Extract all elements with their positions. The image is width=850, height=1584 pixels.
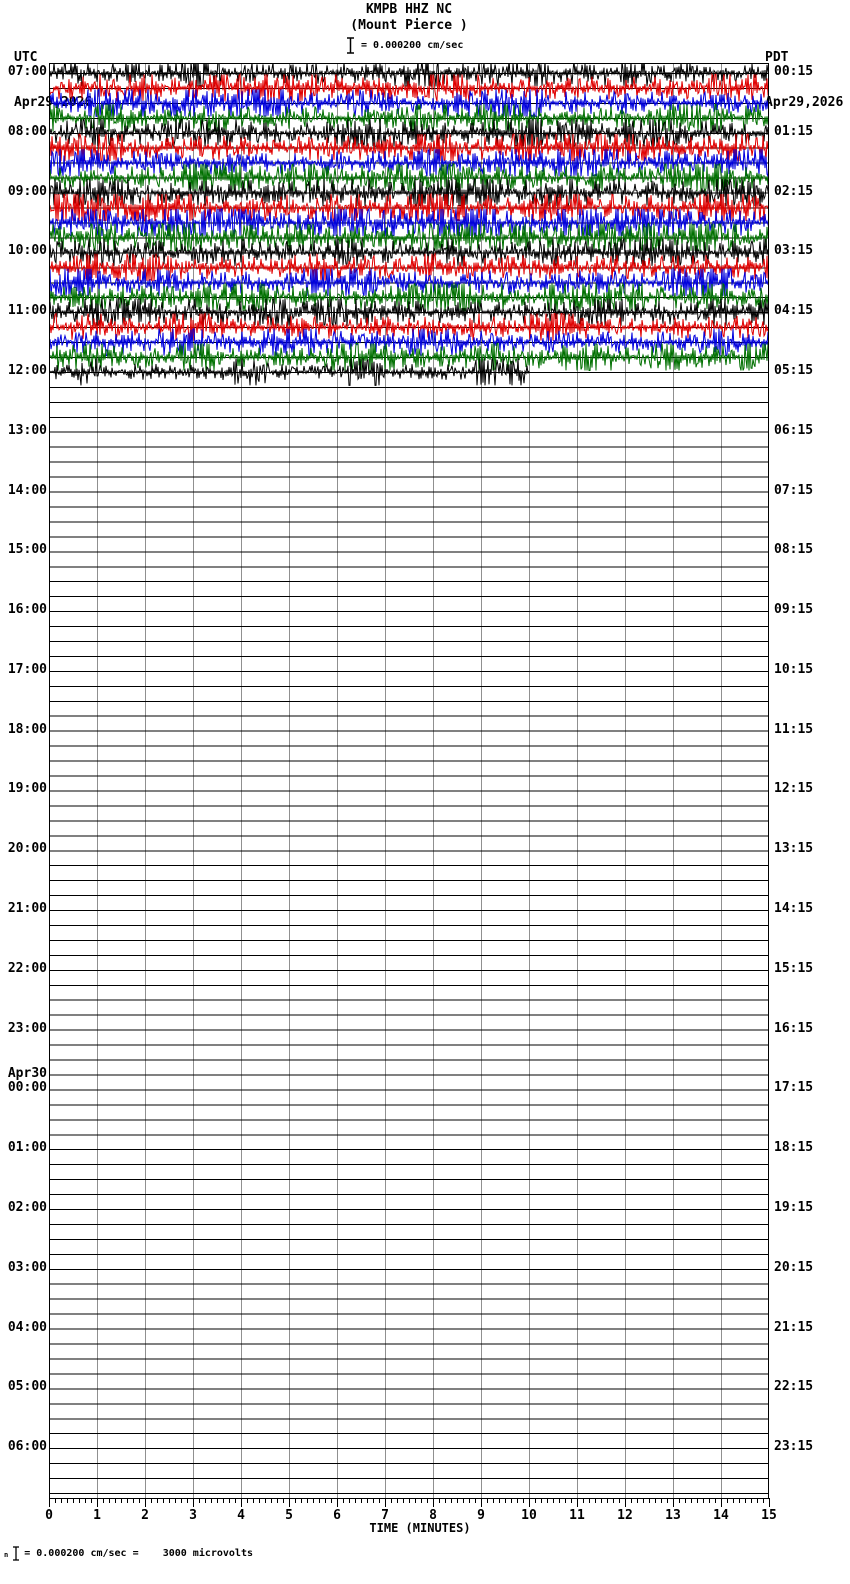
- seismogram-trace-row-5: [49, 134, 769, 161]
- seismogram-trace-row-0: [49, 63, 769, 87]
- pdt-hour-label-04:15: 04:15: [774, 303, 814, 319]
- pdt-hour-label-13:15: 13:15: [774, 841, 814, 857]
- x-axis-tick-label-6: 6: [333, 1508, 341, 1523]
- x-axis-tick-label-13: 13: [665, 1508, 681, 1523]
- utc-zone-label: UTC: [14, 50, 38, 65]
- utc-hour-label-22:00: 22:00: [7, 960, 47, 976]
- x-axis-tick-label-3: 3: [189, 1508, 197, 1523]
- pdt-hour-label-10:15: 10:15: [774, 661, 814, 677]
- station-title: KMPB HHZ NC: [365, 2, 453, 17]
- utc-hour-label-13:00: 13:00: [7, 422, 47, 438]
- pdt-hour-label-08:15: 08:15: [774, 542, 814, 558]
- pdt-hour-label-02:15: 02:15: [774, 183, 814, 199]
- x-axis-tick-label-12: 12: [617, 1508, 633, 1523]
- utc-hour-label-00:00: 00:00: [7, 1080, 47, 1096]
- utc-hour-label-10:00: 10:00: [7, 243, 47, 259]
- pdt-hour-label-20:15: 20:15: [774, 1259, 814, 1275]
- seismogram-trace-row-17: [49, 314, 769, 341]
- utc-hour-label-07:00: 07:00: [7, 64, 47, 79]
- amplitude-scale-legend: [346, 37, 463, 54]
- pdt-hour-label-19:15: 19:15: [774, 1200, 814, 1215]
- pdt-hour-label-05:15: 05:15: [774, 362, 814, 378]
- x-axis-tick-label-0: 0: [45, 1508, 53, 1523]
- seismogram-plot: [49, 63, 769, 1499]
- x-axis-tick-label-2: 2: [141, 1508, 149, 1523]
- pdt-hour-label-21:15: 21:15: [774, 1319, 814, 1335]
- pdt-hour-label-17:15: 17:15: [774, 1080, 814, 1096]
- pdt-date-label: Apr29,2026: [765, 95, 844, 110]
- footer-scale-bar-icon: [12, 1546, 20, 1561]
- seismogram-trace-row-11: [49, 224, 769, 251]
- utc-hour-label-03:00: 03:00: [7, 1259, 47, 1275]
- pdt-hour-label-18:15: 18:15: [774, 1140, 814, 1156]
- pdt-hour-label-12:15: 12:15: [774, 781, 814, 797]
- x-axis-tick-label-8: 8: [429, 1508, 437, 1523]
- station-subtitle: (Mount Pierce ): [350, 18, 468, 33]
- pdt-hour-label-01:15: 01:15: [774, 123, 814, 139]
- utc-hour-label-11:00: 11:00: [7, 303, 47, 319]
- pdt-hour-label-03:15: 03:15: [774, 243, 814, 259]
- pdt-hour-label-16:15: 16:15: [774, 1020, 814, 1036]
- x-axis-label: TIME (MINUTES): [369, 1521, 471, 1535]
- scale-bar-icon: [346, 37, 355, 54]
- x-axis-tick-label-11: 11: [569, 1508, 585, 1523]
- utc-hour-label-17:00: 17:00: [7, 661, 47, 677]
- utc-hour-label-08:00: 08:00: [7, 123, 47, 139]
- utc-hour-label-21:00: 21:00: [7, 901, 47, 917]
- x-axis-tick-label-4: 4: [237, 1508, 245, 1523]
- pdt-hour-label-11:15: 11:15: [774, 721, 814, 737]
- utc-hour-label-01:00: 01:00: [7, 1140, 47, 1156]
- utc-hour-label-09:00: 09:00: [7, 183, 47, 199]
- pdt-hour-label-09:15: 09:15: [774, 602, 814, 618]
- utc-hour-label-06:00: 06:00: [7, 1439, 47, 1455]
- utc-hour-label-16:00: 16:00: [7, 602, 47, 618]
- utc-hour-label-19:00: 19:00: [7, 781, 47, 797]
- x-axis-tick-label-15: 15: [761, 1508, 777, 1523]
- x-axis-tick-label-9: 9: [477, 1508, 485, 1523]
- pdt-hour-label-07:15: 07:15: [774, 482, 814, 498]
- utc-hour-label-15:00: 15:00: [7, 542, 47, 558]
- footer-scale-legend: [4, 1546, 253, 1561]
- footer-scale-text: = 0.000200 cm/sec = 3000 microvolts: [24, 1548, 253, 1559]
- utc-date-label: Apr29,2026: [14, 95, 93, 110]
- x-axis-tick-label-7: 7: [381, 1508, 389, 1523]
- utc-hour-label-12:00: 12:00: [7, 362, 47, 378]
- x-axis-tick-label-10: 10: [521, 1508, 537, 1523]
- x-axis-tick-label-1: 1: [93, 1508, 101, 1523]
- utc-hour-label-18:00: 18:00: [7, 721, 47, 737]
- pdt-hour-label-06:15: 06:15: [774, 422, 814, 438]
- utc-hour-label-23:00: 23:00: [7, 1020, 47, 1036]
- utc-hour-label-05:00: 05:00: [7, 1379, 47, 1395]
- utc-hour-label-02:00: 02:00: [7, 1200, 47, 1215]
- pdt-hour-label-22:15: 22:15: [774, 1379, 814, 1395]
- scale-legend-text: = 0.000200 cm/sec: [361, 40, 464, 51]
- pdt-header: [765, 20, 843, 140]
- utc-hour-label-04:00: 04:00: [7, 1319, 47, 1335]
- pdt-hour-label-23:15: 23:15: [774, 1439, 814, 1455]
- pdt-hour-label-00:15: 00:15: [774, 64, 814, 79]
- trace-canvas: [49, 63, 769, 1499]
- seismogram-trace-row-3: [49, 104, 769, 131]
- x-axis-tick-label-14: 14: [713, 1508, 729, 1523]
- pdt-hour-label-14:15: 14:15: [774, 901, 814, 917]
- pdt-hour-label-15:15: 15:15: [774, 960, 814, 976]
- x-axis-tick-label-5: 5: [285, 1508, 293, 1523]
- date-rollover-note: Apr30: [7, 1066, 47, 1082]
- footer-prefix-glyph: n: [4, 1551, 9, 1559]
- pdt-zone-label: PDT: [765, 50, 789, 65]
- utc-hour-label-14:00: 14:00: [7, 482, 47, 498]
- utc-hour-label-20:00: 20:00: [7, 841, 47, 857]
